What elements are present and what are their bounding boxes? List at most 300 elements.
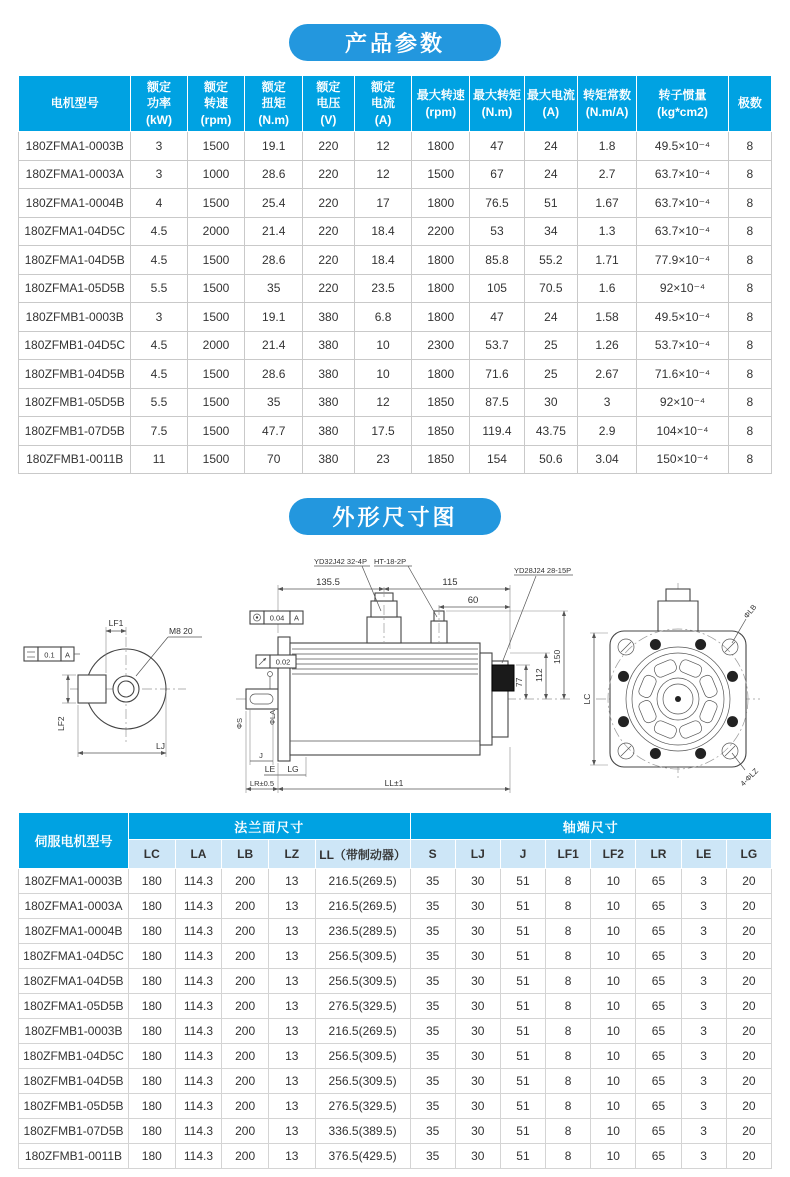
dims-subheader-cell: LJ [455, 840, 500, 869]
dims-model-cell: 180ZFMA1-0004B [19, 919, 129, 944]
params-value-cell: 2.67 [577, 360, 636, 389]
params-header-cell: 额定 电压 (V) [303, 76, 355, 132]
dims-value-cell: 236.5(289.5) [315, 919, 410, 944]
params-model-cell: 180ZFMA1-0003B [19, 132, 131, 161]
params-value-cell: 92×10⁻⁴ [637, 274, 729, 303]
params-value-cell: 10 [354, 331, 412, 360]
params-model-cell: 180ZFMA1-0004B [19, 189, 131, 218]
params-value-cell: 8 [728, 388, 771, 417]
dims-row [19, 1119, 772, 1144]
dim-112: 112 [534, 668, 544, 682]
dim-lc: LC [582, 693, 592, 705]
params-value-cell: 25.4 [245, 189, 303, 218]
params-value-cell: 53 [470, 217, 525, 246]
params-value-cell: 220 [303, 132, 355, 161]
params-value-cell: 35 [245, 274, 303, 303]
params-value-cell: 19.1 [245, 132, 303, 161]
params-value-cell: 2.7 [577, 160, 636, 189]
params-value-cell: 71.6×10⁻⁴ [637, 360, 729, 389]
dims-value-cell: 13 [268, 1144, 315, 1169]
dims-value-cell: 10 [591, 994, 636, 1019]
params-header-cell: 转矩常数 (N.m/A) [577, 76, 636, 132]
dims-value-cell: 65 [636, 894, 681, 919]
params-value-cell: 380 [303, 303, 355, 332]
params-value-cell: 1500 [187, 417, 245, 446]
dims-value-cell: 180 [128, 1044, 175, 1069]
m8-label: M8 20 [169, 626, 193, 636]
dims-value-cell: 3 [681, 994, 726, 1019]
dims-value-cell: 256.5(309.5) [315, 1044, 410, 1069]
dims-value-cell: 114.3 [175, 919, 222, 944]
dims-value-cell: 35 [410, 894, 455, 919]
section-title-product-params: 产品参数 [289, 24, 501, 61]
dims-value-cell: 65 [636, 944, 681, 969]
dims-value-cell: 65 [636, 919, 681, 944]
params-table-body [19, 132, 772, 474]
dims-value-cell: 276.5(329.5) [315, 1094, 410, 1119]
params-value-cell: 380 [303, 417, 355, 446]
params-value-cell: 43.75 [524, 417, 577, 446]
params-value-cell: 24 [524, 132, 577, 161]
lf2-label: LF2 [56, 716, 66, 731]
params-value-cell: 35 [245, 388, 303, 417]
dims-value-cell: 10 [591, 1044, 636, 1069]
dims-value-cell: 65 [636, 869, 681, 894]
dim-le: LE [264, 764, 276, 774]
params-value-cell: 1500 [187, 445, 245, 474]
params-value-cell: 1850 [412, 388, 470, 417]
dims-subheader-cell: LF2 [591, 840, 636, 869]
dims-value-cell: 51 [500, 919, 545, 944]
params-value-cell: 17 [354, 189, 412, 218]
params-value-cell: 21.4 [245, 217, 303, 246]
dims-value-cell: 20 [726, 919, 771, 944]
params-value-cell: 6.8 [354, 303, 412, 332]
dims-value-cell: 200 [222, 1044, 269, 1069]
dims-value-cell: 65 [636, 1119, 681, 1144]
params-row [19, 189, 772, 218]
params-value-cell: 63.7×10⁻⁴ [637, 217, 729, 246]
side-view [235, 557, 573, 793]
dims-value-cell: 51 [500, 1119, 545, 1144]
params-model-cell: 180ZFMB1-0011B [19, 445, 131, 474]
params-model-cell: 180ZFMA1-04D5B [19, 246, 131, 275]
dims-value-cell: 51 [500, 1094, 545, 1119]
params-model-cell: 180ZFMB1-04D5B [19, 360, 131, 389]
params-value-cell: 28.6 [245, 246, 303, 275]
dims-value-cell: 30 [455, 1069, 500, 1094]
dims-subheader-cell: S [410, 840, 455, 869]
dims-value-cell: 8 [546, 919, 591, 944]
dims-model-cell: 180ZFMA1-05D5B [19, 994, 129, 1019]
dims-value-cell: 10 [591, 869, 636, 894]
params-model-cell: 180ZFMB1-04D5C [19, 331, 131, 360]
params-row [19, 360, 772, 389]
dim-135-5: 135.5 [316, 577, 340, 588]
params-header-cell: 最大转矩 (N.m) [470, 76, 525, 132]
dims-value-cell: 51 [500, 1019, 545, 1044]
params-value-cell: 3 [131, 132, 187, 161]
dims-value-cell: 51 [500, 894, 545, 919]
dims-value-cell: 30 [455, 869, 500, 894]
dims-value-cell: 51 [500, 1069, 545, 1094]
dims-value-cell: 3 [681, 1094, 726, 1119]
params-value-cell: 8 [728, 417, 771, 446]
params-value-cell: 23.5 [354, 274, 412, 303]
dims-row [19, 1019, 772, 1044]
dims-value-cell: 114.3 [175, 1019, 222, 1044]
params-model-cell: 180ZFMA1-04D5C [19, 217, 131, 246]
concentricity-datum: A [293, 613, 300, 623]
dims-value-cell: 10 [591, 1094, 636, 1119]
params-value-cell: 8 [728, 360, 771, 389]
dims-value-cell: 3 [681, 1144, 726, 1169]
params-value-cell: 67 [470, 160, 525, 189]
dims-value-cell: 8 [546, 944, 591, 969]
params-value-cell: 77.9×10⁻⁴ [637, 246, 729, 275]
params-value-cell: 119.4 [470, 417, 525, 446]
params-value-cell: 47 [470, 132, 525, 161]
dims-value-cell: 13 [268, 1094, 315, 1119]
dims-value-cell: 114.3 [175, 1044, 222, 1069]
lj-label: LJ [156, 741, 165, 751]
dims-value-cell: 20 [726, 1119, 771, 1144]
dims-value-cell: 3 [681, 1019, 726, 1044]
dims-value-cell: 20 [726, 1019, 771, 1044]
params-value-cell: 25 [524, 331, 577, 360]
dims-subheader-cell: LB [222, 840, 269, 869]
params-value-cell: 220 [303, 246, 355, 275]
dims-model-cell: 180ZFMA1-04D5C [19, 944, 129, 969]
dims-value-cell: 65 [636, 969, 681, 994]
params-value-cell: 2000 [187, 331, 245, 360]
dims-value-cell: 200 [222, 1019, 269, 1044]
dims-value-cell: 65 [636, 1044, 681, 1069]
dims-value-cell: 3 [681, 869, 726, 894]
params-value-cell: 1.71 [577, 246, 636, 275]
params-value-cell: 34 [524, 217, 577, 246]
dims-row [19, 1094, 772, 1119]
dims-value-cell: 256.5(309.5) [315, 944, 410, 969]
params-value-cell: 51 [524, 189, 577, 218]
params-value-cell: 1500 [187, 274, 245, 303]
dims-subheader-cell: LR [636, 840, 681, 869]
dims-value-cell: 3 [681, 1069, 726, 1094]
params-value-cell: 3.04 [577, 445, 636, 474]
dims-model-cell: 180ZFMA1-0003A [19, 894, 129, 919]
flatness-datum: A [64, 650, 71, 660]
dims-value-cell: 180 [128, 994, 175, 1019]
motor-technical-drawing [18, 549, 772, 801]
dims-value-cell: 13 [268, 894, 315, 919]
dims-subheader-cell: LF1 [546, 840, 591, 869]
params-value-cell: 19.1 [245, 303, 303, 332]
params-value-cell: 1500 [187, 303, 245, 332]
params-value-cell: 105 [470, 274, 525, 303]
dims-value-cell: 114.3 [175, 1119, 222, 1144]
params-value-cell: 53.7×10⁻⁴ [637, 331, 729, 360]
params-value-cell: 380 [303, 445, 355, 474]
dims-value-cell: 65 [636, 1144, 681, 1169]
dims-subheader-cell: J [500, 840, 545, 869]
dims-model-cell: 180ZFMB1-0003B [19, 1019, 129, 1044]
dim-115: 115 [442, 577, 458, 588]
dims-value-cell: 65 [636, 994, 681, 1019]
params-value-cell: 1.58 [577, 303, 636, 332]
dims-value-cell: 114.3 [175, 969, 222, 994]
dims-subheader-cell: LC [128, 840, 175, 869]
dims-value-cell: 13 [268, 869, 315, 894]
params-header-cell: 最大电流 (A) [524, 76, 577, 132]
params-value-cell: 5.5 [131, 274, 187, 303]
dims-value-cell: 200 [222, 1069, 269, 1094]
phi-s-label: ΦS [235, 718, 244, 729]
params-value-cell: 1800 [412, 132, 470, 161]
params-value-cell: 380 [303, 360, 355, 389]
dims-value-cell: 8 [546, 1044, 591, 1069]
dim-ll: LL±1 [384, 778, 404, 788]
params-value-cell: 1000 [187, 160, 245, 189]
dims-value-cell: 200 [222, 994, 269, 1019]
params-model-cell: 180ZFMA1-0003A [19, 160, 131, 189]
params-row [19, 217, 772, 246]
dims-value-cell: 216.5(269.5) [315, 894, 410, 919]
dims-value-cell: 180 [128, 869, 175, 894]
dims-model-cell: 180ZFMB1-04D5C [19, 1044, 129, 1069]
dims-value-cell: 35 [410, 994, 455, 1019]
connector-brake-label: HT-18-2P [374, 557, 407, 566]
params-value-cell: 21.4 [245, 331, 303, 360]
params-value-cell: 76.5 [470, 189, 525, 218]
dims-value-cell: 13 [268, 919, 315, 944]
params-value-cell: 4.5 [131, 217, 187, 246]
dims-value-cell: 35 [410, 1044, 455, 1069]
dims-value-cell: 30 [455, 1019, 500, 1044]
dims-value-cell: 114.3 [175, 994, 222, 1019]
dims-value-cell: 216.5(269.5) [315, 869, 410, 894]
dims-value-cell: 35 [410, 1144, 455, 1169]
dims-subheader-cell: LE [681, 840, 726, 869]
dims-row [19, 994, 772, 1019]
params-value-cell: 30 [524, 388, 577, 417]
params-value-cell: 85.8 [470, 246, 525, 275]
dims-value-cell: 51 [500, 969, 545, 994]
runout-tolerance-value: 0.02 [275, 657, 291, 667]
dims-value-cell: 20 [726, 869, 771, 894]
params-value-cell: 28.6 [245, 160, 303, 189]
dims-value-cell: 35 [410, 1119, 455, 1144]
params-value-cell: 24 [524, 160, 577, 189]
params-value-cell: 154 [470, 445, 525, 474]
dims-value-cell: 114.3 [175, 894, 222, 919]
dims-value-cell: 35 [410, 1019, 455, 1044]
dims-value-cell: 114.3 [175, 1144, 222, 1169]
params-value-cell: 4.5 [131, 360, 187, 389]
dims-value-cell: 51 [500, 869, 545, 894]
dims-value-cell: 35 [410, 869, 455, 894]
params-row [19, 160, 772, 189]
dims-value-cell: 200 [222, 1119, 269, 1144]
params-value-cell: 11 [131, 445, 187, 474]
params-value-cell: 1800 [412, 360, 470, 389]
params-value-cell: 104×10⁻⁴ [637, 417, 729, 446]
params-value-cell: 70 [245, 445, 303, 474]
params-value-cell: 2000 [187, 217, 245, 246]
params-value-cell: 8 [728, 246, 771, 275]
params-value-cell: 1500 [412, 160, 470, 189]
params-value-cell: 8 [728, 331, 771, 360]
params-value-cell: 4.5 [131, 246, 187, 275]
dims-value-cell: 180 [128, 1144, 175, 1169]
dims-value-cell: 20 [726, 969, 771, 994]
dims-subheader-cell: LG [726, 840, 771, 869]
params-value-cell: 53.7 [470, 331, 525, 360]
dims-value-cell: 13 [268, 969, 315, 994]
dims-model-cell: 180ZFMA1-04D5B [19, 969, 129, 994]
dims-value-cell: 180 [128, 944, 175, 969]
dims-value-cell: 180 [128, 1094, 175, 1119]
params-value-cell: 17.5 [354, 417, 412, 446]
params-value-cell: 12 [354, 160, 412, 189]
params-value-cell: 50.6 [524, 445, 577, 474]
dims-value-cell: 20 [726, 1144, 771, 1169]
dim-77: 77 [514, 677, 524, 687]
dims-value-cell: 35 [410, 944, 455, 969]
lf1-label: LF1 [108, 618, 124, 628]
connector-main-label: YD32J42 32-4P [314, 557, 367, 566]
dims-value-cell: 10 [591, 1019, 636, 1044]
dims-value-cell: 114.3 [175, 944, 222, 969]
params-value-cell: 4 [131, 189, 187, 218]
params-value-cell: 1.3 [577, 217, 636, 246]
params-value-cell: 1.8 [577, 132, 636, 161]
params-header-cell: 极数 [728, 76, 771, 132]
section-title-dimensions: 外形尺寸图 [289, 498, 501, 535]
params-value-cell: 1800 [412, 246, 470, 275]
dims-group-shaft: 轴端尺寸 [410, 813, 771, 840]
params-value-cell: 12 [354, 388, 412, 417]
dims-value-cell: 8 [546, 969, 591, 994]
phi-la-label: ΦLA [268, 709, 277, 725]
params-value-cell: 8 [728, 217, 771, 246]
dims-row [19, 969, 772, 994]
params-value-cell: 92×10⁻⁴ [637, 388, 729, 417]
params-header-cell: 最大转速 (rpm) [412, 76, 470, 132]
dims-model-cell: 180ZFMB1-05D5B [19, 1094, 129, 1119]
params-row [19, 445, 772, 474]
dim-150: 150 [552, 649, 562, 664]
params-value-cell: 220 [303, 217, 355, 246]
params-value-cell: 220 [303, 160, 355, 189]
dims-value-cell: 3 [681, 1119, 726, 1144]
dims-value-cell: 30 [455, 1119, 500, 1144]
outline-dimension-drawing [18, 549, 772, 806]
dims-value-cell: 200 [222, 1144, 269, 1169]
params-value-cell: 4.5 [131, 331, 187, 360]
dims-value-cell: 256.5(309.5) [315, 1069, 410, 1094]
params-value-cell: 1500 [187, 388, 245, 417]
params-model-cell: 180ZFMB1-05D5B [19, 388, 131, 417]
dims-value-cell: 20 [726, 1069, 771, 1094]
dims-value-cell: 200 [222, 919, 269, 944]
params-value-cell: 1.6 [577, 274, 636, 303]
params-value-cell: 1500 [187, 360, 245, 389]
dim-lr: LR±0.5 [249, 779, 275, 788]
product-params-table [18, 75, 772, 474]
dims-value-cell: 216.5(269.5) [315, 1019, 410, 1044]
dims-value-cell: 10 [591, 944, 636, 969]
params-value-cell: 1500 [187, 132, 245, 161]
dims-value-cell: 51 [500, 994, 545, 1019]
params-value-cell: 1850 [412, 445, 470, 474]
dims-value-cell: 180 [128, 894, 175, 919]
dims-value-cell: 180 [128, 919, 175, 944]
dims-value-cell: 35 [410, 1069, 455, 1094]
dims-group-flange: 法兰面尺寸 [128, 813, 410, 840]
params-value-cell: 8 [728, 445, 771, 474]
dims-value-cell: 10 [591, 894, 636, 919]
params-value-cell: 70.5 [524, 274, 577, 303]
dims-value-cell: 30 [455, 1044, 500, 1069]
dims-value-cell: 8 [546, 1069, 591, 1094]
dimensions-table [18, 812, 772, 1169]
dims-value-cell: 114.3 [175, 869, 222, 894]
dims-value-cell: 3 [681, 969, 726, 994]
params-value-cell: 1.67 [577, 189, 636, 218]
dims-value-cell: 200 [222, 894, 269, 919]
params-value-cell: 1500 [187, 246, 245, 275]
dims-value-cell: 200 [222, 1094, 269, 1119]
dims-value-cell: 180 [128, 1019, 175, 1044]
params-value-cell: 47.7 [245, 417, 303, 446]
dims-value-cell: 20 [726, 1044, 771, 1069]
dims-value-cell: 13 [268, 1044, 315, 1069]
dims-row [19, 919, 772, 944]
shaft-end-view [24, 618, 202, 757]
params-value-cell: 63.7×10⁻⁴ [637, 189, 729, 218]
params-header-cell: 额定 转速 (rpm) [187, 76, 245, 132]
params-value-cell: 220 [303, 274, 355, 303]
dims-model-cell: 180ZFMB1-0011B [19, 1144, 129, 1169]
dims-row [19, 1044, 772, 1069]
dim-j: J [259, 751, 263, 760]
dims-value-cell: 51 [500, 944, 545, 969]
params-value-cell: 23 [354, 445, 412, 474]
dims-value-cell: 180 [128, 1069, 175, 1094]
dims-model-cell: 180ZFMB1-07D5B [19, 1119, 129, 1144]
dims-value-cell: 65 [636, 1069, 681, 1094]
dims-value-cell: 51 [500, 1144, 545, 1169]
dims-row [19, 894, 772, 919]
params-value-cell: 3 [131, 160, 187, 189]
dims-model-cell: 180ZFMB1-04D5B [19, 1069, 129, 1094]
dims-value-cell: 8 [546, 869, 591, 894]
phi-lb-label: ΦLB [741, 602, 759, 621]
dims-value-cell: 35 [410, 919, 455, 944]
dims-value-cell: 30 [455, 1094, 500, 1119]
params-value-cell: 150×10⁻⁴ [637, 445, 729, 474]
params-value-cell: 55.2 [524, 246, 577, 275]
params-value-cell: 8 [728, 189, 771, 218]
dims-value-cell: 35 [410, 969, 455, 994]
params-value-cell: 1800 [412, 274, 470, 303]
dims-row [19, 944, 772, 969]
dims-value-cell: 8 [546, 1019, 591, 1044]
dims-row [19, 869, 772, 894]
dims-value-cell: 114.3 [175, 1069, 222, 1094]
params-header-cell: 电机型号 [19, 76, 131, 132]
dims-subheader-cell: LZ [268, 840, 315, 869]
